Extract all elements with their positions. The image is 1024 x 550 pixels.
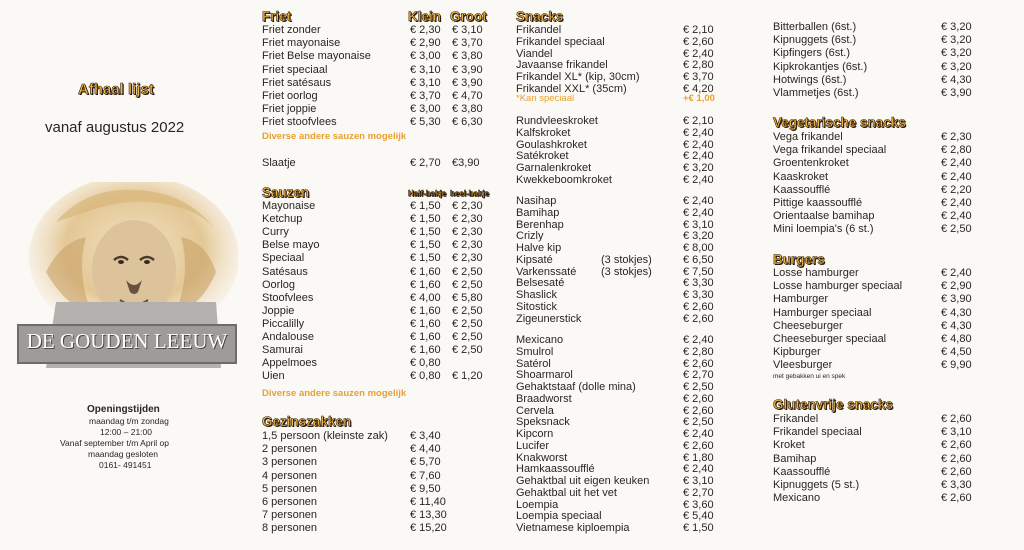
item-price: € 2,30 [941,131,972,143]
item-name: Stoofvlees [262,291,314,304]
item-price: € 2,40 [941,197,972,209]
item-name: Satérol [516,357,551,370]
item-name: Hamburger [773,293,829,306]
item-price: € 3,10 [683,475,714,487]
item-price: € 8,00 [683,242,714,254]
item-name: Mexicano [516,334,564,346]
item-name: Andalouse [262,331,314,343]
item-name: 3 personen [262,456,318,469]
item-price: € 2,60 [683,35,714,48]
item-price: € 4,30 [941,73,972,86]
item-name: Vietnamese kiploempia [516,522,630,534]
item-price-large: € 2,50 [452,331,483,343]
item-name: Kwekkeboomkroket [516,173,612,186]
gezinszakken-heading: Gezinszakken [262,414,352,429]
item-price-small: € 0,80 [410,357,441,370]
item-name: Loempia speciaal [516,510,602,523]
item-name: Friet Belse mayonaise [262,50,371,63]
item-price: € 6,50 [683,253,714,266]
item-price-small: € 1,60 [410,344,441,357]
burgers-heading: Burgers [773,252,825,267]
item-price-small: € 2,30 [410,24,441,36]
item-name: 5 personen [262,482,318,495]
item-price: € 2,40 [683,138,714,151]
item-name: Speciaal [262,252,305,265]
item-name: Kipnuggets (6st.) [773,34,857,47]
item-name: Satésaus [262,265,308,278]
item-price: € 2,60 [683,392,714,405]
item-price-small: € 1,60 [410,278,441,291]
item-name: Bamihap [516,206,560,219]
item-name: Garnalenkroket [516,162,592,174]
friet-col-klein: Klein [408,9,442,24]
item-price: € 3,70 [683,71,714,83]
sauzen-heading: Sauzen [262,185,310,200]
item-name: 6 personen [262,496,318,508]
item-price: € 2,80 [941,144,972,157]
item-name: Orientaalse bamihap [773,210,875,223]
item-name: Piccalilly [262,317,305,330]
item-price: € 2,40 [683,47,714,60]
item-name: Kipfingers (6st.) [773,47,851,60]
item-name: Mayonaise [262,200,316,212]
item-price: € 4,50 [941,346,972,359]
item-price: € 3,90 [941,87,972,99]
item-name: Pittige kaassoufflé [773,197,863,209]
item-price-large: € 3,90 [452,63,483,76]
item-name: Joppie [262,304,295,317]
item-price: € 3,10 [941,426,972,439]
menu-subtitle: vanaf augustus 2022 [45,119,185,136]
item-name: Hamburger speciaal [773,306,872,319]
opening-hours-line: 12:00 – 21:00 [100,427,152,437]
item-price: € 2,40 [941,210,972,223]
item-name: Knakworst [516,451,568,464]
item-name: Oorlog [262,278,296,291]
item-price: € 2,60 [683,439,714,452]
item-price-small: € 1,60 [410,331,441,343]
item-price: € 7,50 [683,265,714,278]
item-name: Kipburger [773,346,821,359]
opening-hours-line: Vanaf september t/m April op [60,438,169,448]
item-price: € 3,40 [410,430,441,442]
item-price: € 2,40 [941,157,972,170]
item-price: € 2,60 [941,465,972,478]
item-name: Kroket [773,439,805,452]
item-name: Crizly [516,230,544,243]
item-price-large: € 2,30 [452,239,483,252]
item-price-small: € 3,70 [410,90,441,102]
item-price-large: €3,90 [452,157,480,169]
item-name: Varkenssaté [516,265,577,278]
item-price: € 2,60 [941,439,972,452]
item-price-small: € 1,50 [410,200,441,212]
item-price: € 2,60 [941,452,972,465]
item-price-small: € 3,10 [410,76,441,89]
item-name: Frikandel XXL* (35cm) [516,82,627,95]
item-price: € 2,40 [941,267,972,279]
item-name: Zigeunerstick [516,312,582,325]
item-name: Friet joppie [262,103,317,116]
item-name: Friet speciaal [262,63,328,76]
item-price: € 3,20 [941,47,972,60]
veg-heading: Vegetarische snacks [773,115,906,130]
item-name: 1,5 persoon (kleinste zak) [262,430,388,442]
item-name: Frikandel speciaal [773,426,862,439]
item-name: Friet satésaus [262,76,332,89]
gluten-heading: Glutenvrije snacks [773,397,894,412]
item-price-large: € 2,30 [452,226,483,239]
item-name: Smulrol [516,345,554,358]
phone-number: 0161- 491451 [99,460,152,470]
item-name: Viandel [516,47,553,60]
item-name: Shaslick [516,289,557,301]
friet-note: Diverse andere sauzen mogelijk [262,131,407,142]
item-price-large: € 2,50 [452,344,483,357]
item-price: € 2,40 [683,463,714,476]
friet-col-groot: Groot [450,9,487,24]
item-name: Kipkrokantjes (6st.) [773,60,868,73]
item-name: Slaatje [262,157,296,169]
item-price-large: € 3,10 [452,24,483,36]
item-price: € 4,20 [683,82,714,95]
item-price: € 3,10 [683,218,714,231]
snacks-heading: Snacks [516,9,564,24]
item-price: € 4,80 [941,333,972,345]
item-price: € 2,70 [683,486,714,499]
item-name: Bitterballen (6st.) [773,21,857,33]
item-price-small: € 1,60 [410,317,441,330]
item-price: € 2,20 [941,183,972,196]
item-price: € 2,50 [683,416,714,429]
item-price-large: € 3,80 [452,50,483,63]
item-name: Belsesaté [516,277,565,290]
item-price: € 2,40 [683,150,714,163]
item-name: Berenhap [516,218,564,231]
item-name: Mini loempia's (6 st.) [773,223,874,236]
item-price: € 3,30 [683,289,714,301]
item-price-small: € 1,50 [410,239,441,252]
item-name: Kipnuggets (5 st.) [773,479,860,491]
sauzen-note: Diverse andere sauzen mogelijk [262,388,407,399]
item-name: Vlammetjes (6st.) [773,87,859,99]
logo-text: DE GOUDEN LEEUW [26,329,228,353]
item-price-large: € 4,70 [452,90,483,102]
item-name: Friet stoofvlees [262,116,337,129]
item-price: € 3,20 [941,60,972,73]
item-price: € 3,20 [941,21,972,33]
item-price: € 13,30 [410,509,447,522]
item-price: € 4,40 [410,443,441,456]
item-price-large: € 3,90 [452,76,483,89]
item-price-small: € 1,60 [410,265,441,278]
item-name: Javaanse frikandel [516,59,608,72]
item-price: € 5,70 [410,456,441,469]
item-name: Sitostick [516,300,557,313]
item-name: Kipsaté [516,253,553,266]
item-name: Kipcorn [516,428,554,440]
item-price: € 5,40 [683,510,714,523]
item-price: € 2,40 [683,173,714,186]
item-name: Friet mayonaise [262,37,341,50]
item-name: Goulashkroket [516,138,587,151]
item-name: Appelmoes [262,357,318,370]
item-name: Gehaktbal uit het vet [516,486,617,499]
item-name: Braadworst [516,392,572,405]
item-price: € 2,40 [683,428,714,440]
item-price: € 2,70 [683,369,714,382]
item-name: Friet oorlog [262,90,318,102]
item-price-small: € 3,00 [410,103,441,116]
item-name: Speksnack [516,416,570,429]
snacks-note-price: +€ 1,00 [683,93,715,104]
item-price: € 2,40 [683,334,714,346]
item-price-large: € 2,50 [452,304,483,317]
item-price-small: € 3,10 [410,63,441,76]
item-name: Gehaktbal uit eigen keuken [516,475,650,487]
item-name: Losse hamburger [773,267,859,279]
opening-hours-line: maandag t/m zondag [89,416,169,426]
opening-hours-title: Openingstijden [87,404,160,415]
item-price: € 1,50 [683,522,714,534]
item-name: Curry [262,226,289,239]
item-name: Nasihap [516,195,557,207]
item-price-large: € 6,30 [452,116,483,129]
item-price: € 9,90 [941,359,972,372]
item-price: € 2,40 [683,195,714,207]
item-price: € 7,60 [410,469,441,482]
item-name: Kaassoufflé [773,183,831,196]
item-price: € 3,30 [683,277,714,290]
item-name: Shoarmarol [516,369,573,382]
item-name: Cheeseburger speciaal [773,333,887,345]
item-price: € 3,90 [941,293,972,306]
item-price: € 2,10 [683,115,714,127]
item-price-large: € 2,50 [452,317,483,330]
item-price: € 9,50 [410,482,441,495]
item-price-small: € 5,30 [410,116,441,129]
item-price: € 3,20 [941,34,972,47]
item-qty: (3 stokjes) [601,265,652,278]
item-price-large: € 2,50 [452,278,483,291]
item-price-small: € 1,60 [410,304,441,317]
item-qty: (3 stokjes) [601,253,652,266]
opening-hours-line: maandag gesloten [88,449,158,459]
item-price-large: € 2,30 [452,200,483,212]
item-name: 8 personen [262,522,318,535]
item-price: € 2,40 [683,126,714,139]
item-name: 7 personen [262,509,318,522]
item-name: Loempia [516,498,559,511]
item-price: € 3,20 [683,230,714,243]
item-name: Lucifer [516,439,550,452]
item-name: Frikandel [773,413,819,425]
item-name: Friet zonder [262,24,321,36]
item-price: € 2,60 [683,312,714,325]
item-name: Kalfskroket [516,126,571,139]
item-name: Losse hamburger speciaal [773,280,903,293]
item-price: € 2,50 [941,223,972,236]
item-name: Cervela [516,404,554,417]
item-name: Halve kip [516,242,562,254]
item-price: € 2,10 [683,24,714,36]
item-name: Groentenkroket [773,157,849,170]
item-price-small: € 1,50 [410,226,441,239]
item-price: € 2,60 [941,413,972,425]
item-name: Bamihap [773,452,817,465]
item-price-small: € 3,00 [410,50,441,63]
item-price-small: € 2,70 [410,157,441,169]
item-name: Kaassoufflé [773,465,831,478]
item-name: Samurai [262,344,303,357]
item-name: Frikandel speciaal [516,35,605,48]
item-price: € 2,50 [683,381,714,393]
burger-note: met gebakken ui en spek [773,373,846,380]
item-name: 2 personen [262,443,318,456]
item-price-small: € 0,80 [410,370,441,383]
menu-title: Afhaal lijst [78,81,154,98]
item-price-small: € 2,90 [410,37,441,50]
item-name: Hamkaassoufflé [516,463,595,476]
item-name: Ketchup [262,213,303,226]
item-price: € 2,60 [941,492,972,505]
item-price: € 2,40 [941,170,972,183]
item-price-small: € 4,00 [410,291,441,304]
item-name: Kaaskroket [773,170,829,183]
item-price-small: € 1,50 [410,213,441,226]
item-name: Gehaktstaaf (dolle mina) [516,381,636,393]
item-price: € 2,80 [683,59,714,72]
snacks-note: *Kan speciaal [516,93,575,104]
item-price: € 3,60 [683,498,714,511]
sauzen-col-heel: heel-bakje [450,189,490,198]
item-name: Vega frikandel [773,131,843,143]
item-price: € 15,20 [410,522,447,535]
item-price-large: € 3,70 [452,37,483,50]
item-price: € 2,90 [941,280,972,293]
item-name: Mexicano [773,492,821,505]
item-price: € 2,60 [683,300,714,313]
item-name: Vleesburger [773,359,833,372]
item-name: Hotwings (6st.) [773,73,847,86]
item-price: € 2,40 [683,206,714,219]
item-name: Cheeseburger [773,319,843,332]
item-name: Frikandel XL* (kip, 30cm) [516,71,640,83]
item-price-small: € 1,50 [410,252,441,265]
item-price-large: € 2,30 [452,252,483,265]
item-name: Uien [262,370,285,383]
item-price: € 2,60 [683,404,714,417]
sauzen-col-half: Half-bakje [408,189,447,198]
item-price: € 2,60 [683,357,714,370]
item-price: € 1,80 [683,451,714,464]
item-price: € 11,40 [410,496,446,508]
item-price: € 4,30 [941,306,972,319]
item-name: Frikandel [516,24,562,36]
item-price-large: € 3,80 [452,103,483,116]
item-price: € 2,80 [683,345,714,358]
item-price-large: € 2,30 [452,213,483,226]
item-name: Vega frikandel speciaal [773,144,887,157]
item-price-large: € 5,80 [452,291,483,304]
friet-heading: Friet [262,9,292,24]
item-price-large: € 2,50 [452,265,483,278]
item-name: Satékroket [516,150,569,163]
item-price-large: € 1,20 [452,370,483,383]
item-price: € 3,20 [683,162,714,174]
item-price: € 4,30 [941,319,972,332]
item-name: 4 personen [262,469,318,482]
item-price: € 3,30 [941,479,972,491]
item-name: Belse mayo [262,239,320,252]
item-name: Rundvleeskroket [516,115,598,127]
